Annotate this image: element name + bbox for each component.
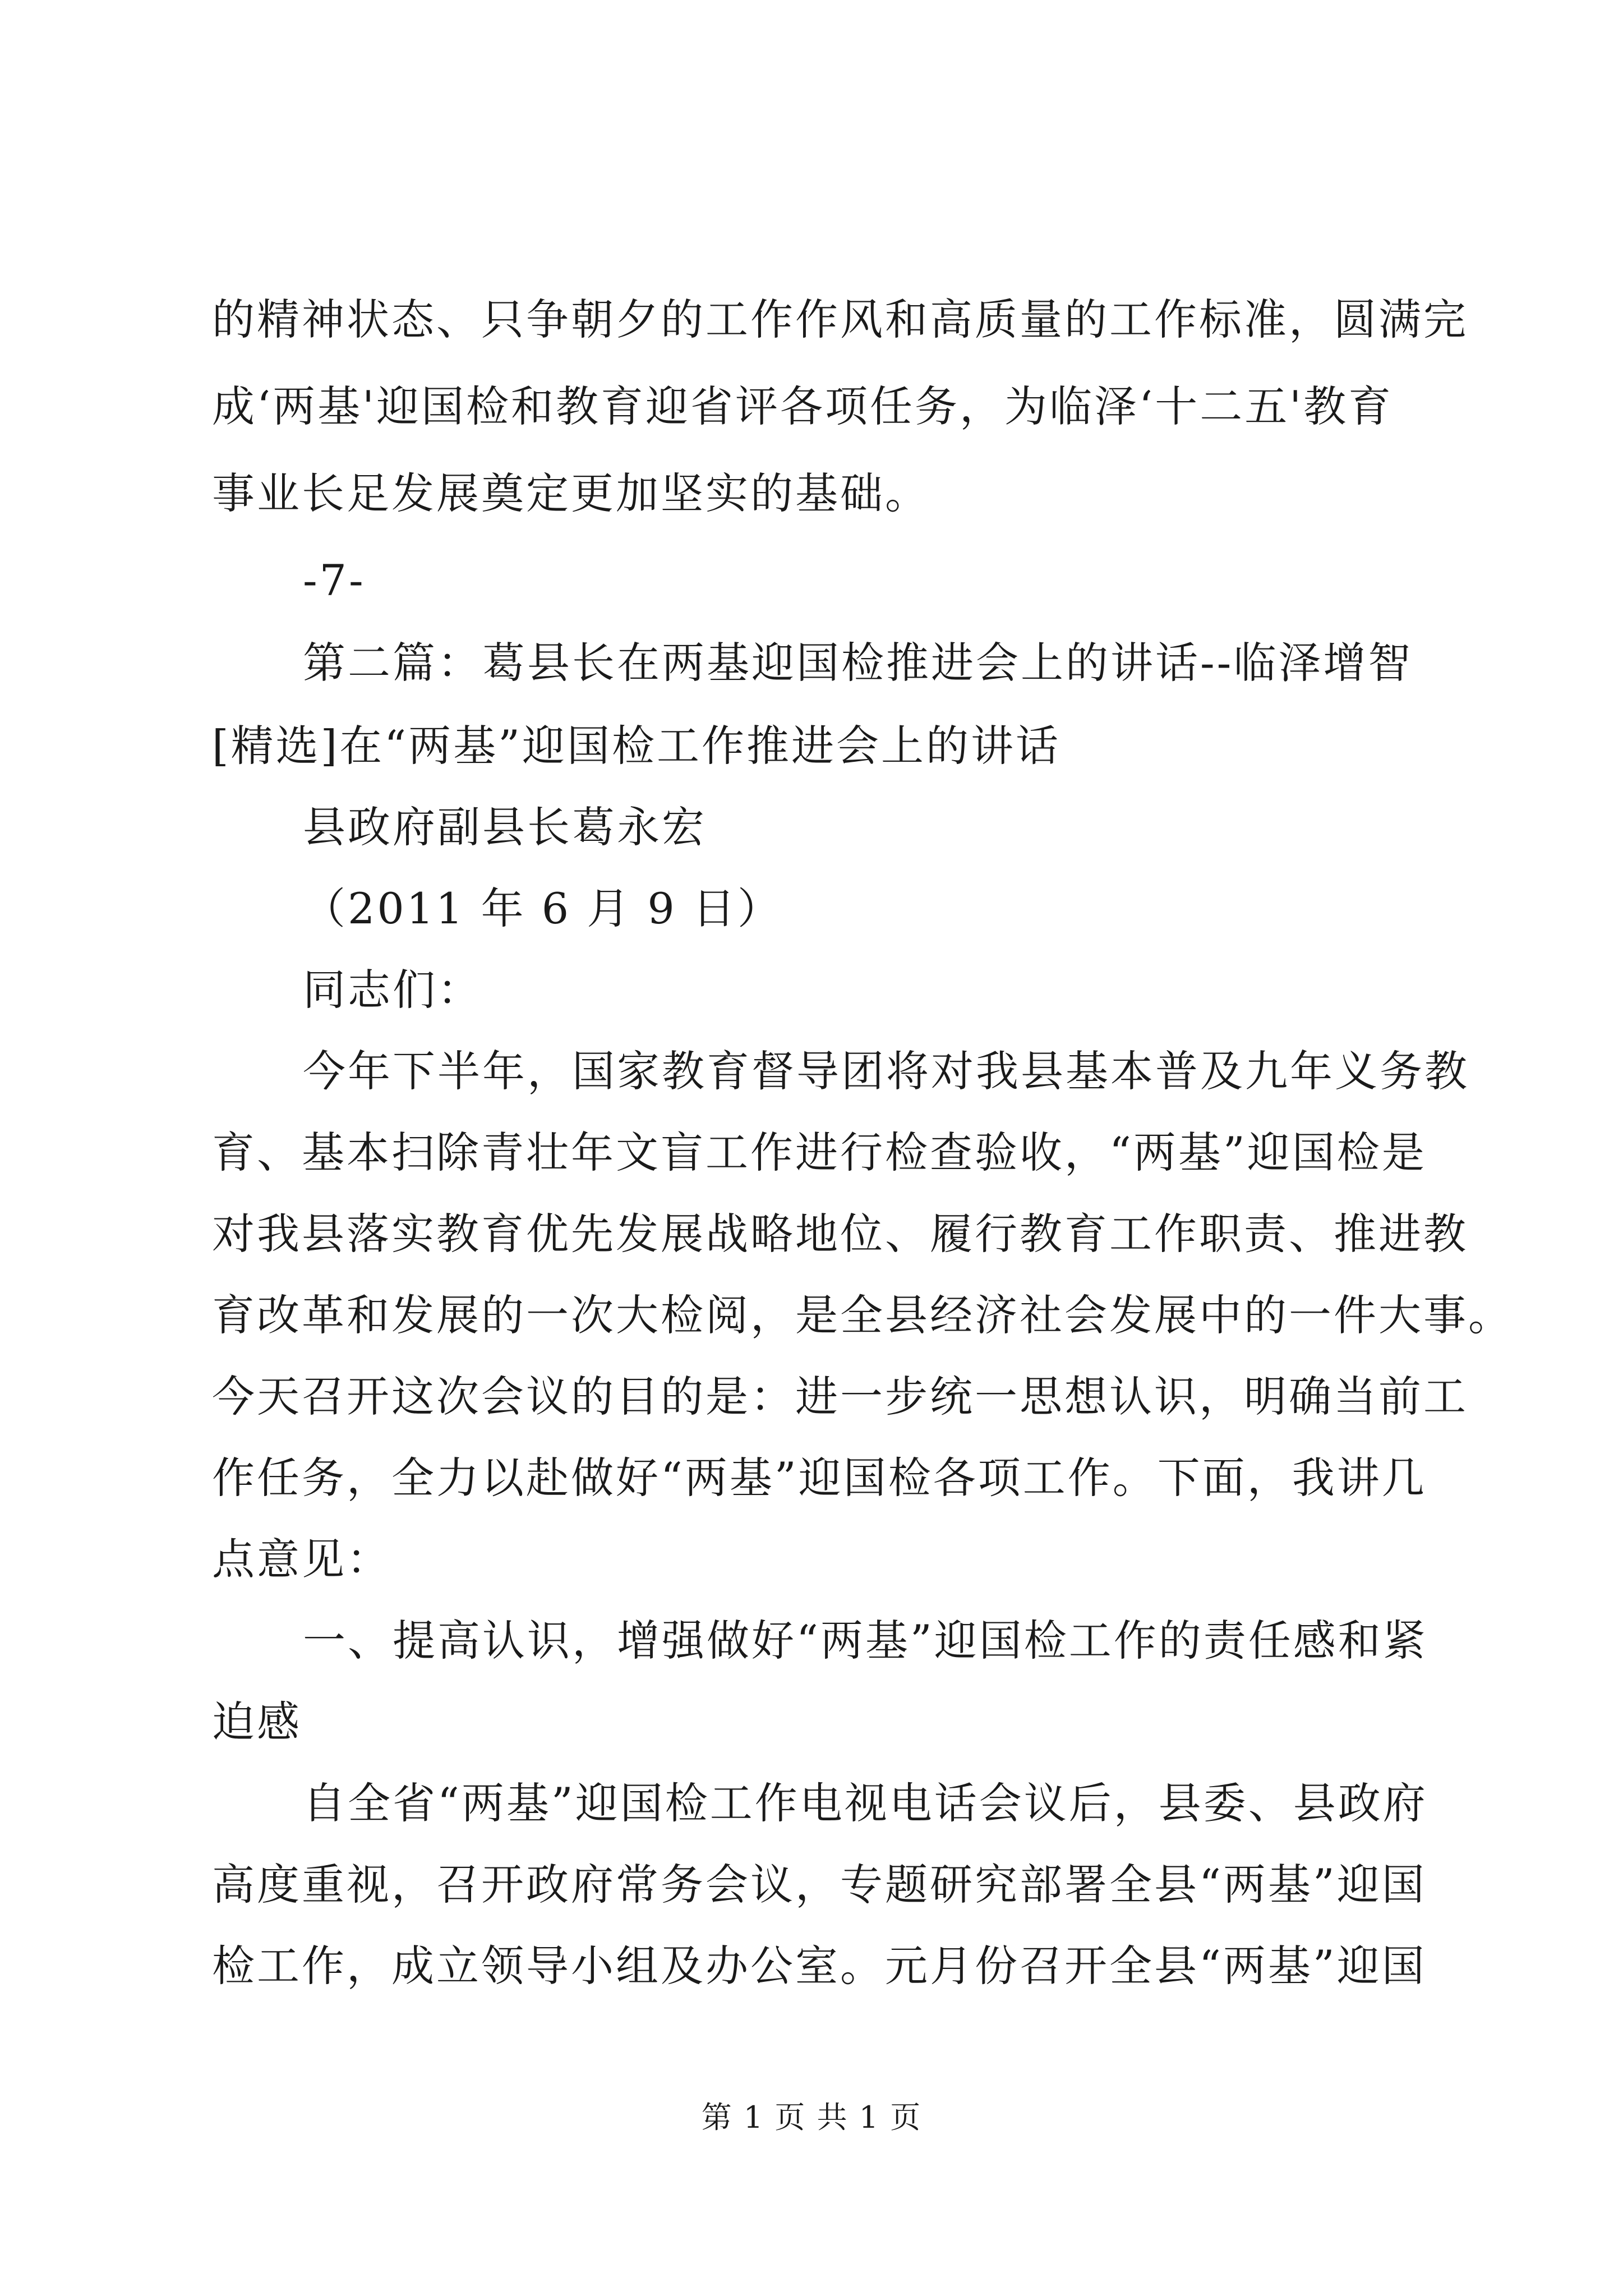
- text-line-12: 对我县落实教育优先发展战略地位、履行教育工作职责、推进教: [212, 1209, 1468, 1259]
- section-title-line-2: [精选]在“两基”迎国检工作推进会上的讲话: [212, 721, 1061, 771]
- heading-line-2: 迫感: [212, 1697, 302, 1747]
- text-line-13: 育改革和发展的一次大检阅，是全县经济社会发展中的一件大事。: [212, 1290, 1513, 1340]
- text-line-1: 的精神状态、只争朝夕的工作作风和高质量的工作标准，圆满完: [212, 295, 1468, 344]
- salutation-line: 同志们：: [303, 965, 482, 1015]
- text-line-21: 检工作，成立领导小组及办公室。元月份召开全县“两基”迎国: [212, 1941, 1427, 1991]
- text-line-2: 成‘两基'迎国检和教育迎省评各项任务，为临泽‘十二五'教育: [212, 381, 1394, 431]
- text-line-16: 点意见：: [212, 1534, 391, 1584]
- section-title-line-1: 第二篇：葛县长在两基迎国检推进会上的讲话--临泽增智: [303, 638, 1413, 688]
- text-line-19: 自全省“两基”迎国检工作电视电话会议后，县委、县政府: [303, 1778, 1428, 1828]
- text-line-20: 高度重视，召开政府常务会议，专题研究部署全县“两基”迎国: [212, 1860, 1427, 1910]
- text-line-3: 事业长足发展奠定更加坚实的基础。: [212, 468, 930, 518]
- heading-line-1: 一、提高认识，增强做好“两基”迎国检工作的责任感和紧: [303, 1616, 1428, 1665]
- page-footer: 第 1 页 共 1 页: [701, 2100, 922, 2135]
- speaker-line: 县政府副县长葛永宏: [303, 802, 707, 852]
- page-number-marker: -7-: [303, 555, 366, 605]
- text-line-14: 今天召开这次会议的目的是：进一步统一思想认识，明确当前工: [212, 1372, 1468, 1421]
- text-line-11: 育、基本扫除青壮年文盲工作进行检查验收，“两基”迎国检是: [212, 1128, 1427, 1177]
- text-line-15: 作任务，全力以赴做好“两基”迎国检各项工作。下面，我讲几: [212, 1453, 1427, 1503]
- date-line: （2011 年 6 月 9 日）: [303, 884, 782, 933]
- text-line-10: 今年下半年，国家教育督导团将对我县基本普及九年义务教: [303, 1046, 1469, 1096]
